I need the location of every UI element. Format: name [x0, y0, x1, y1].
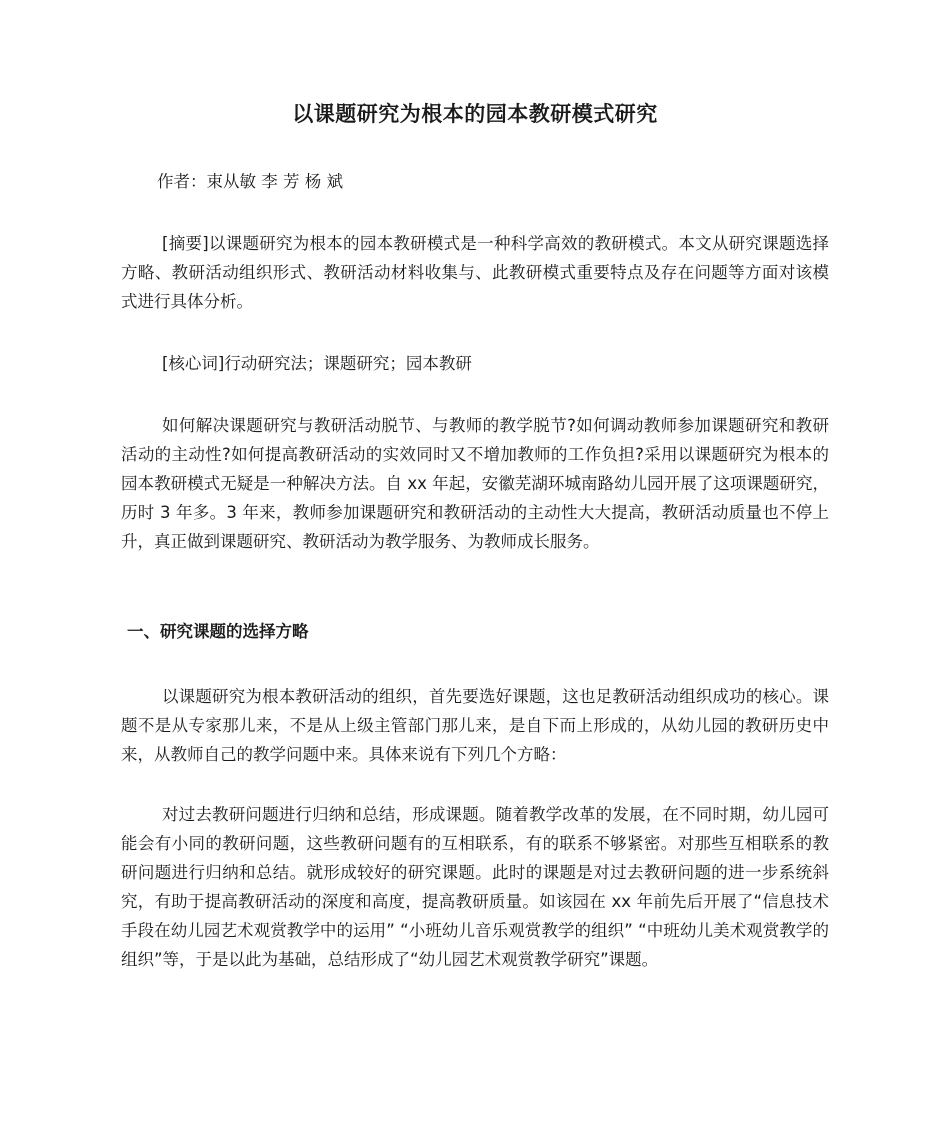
- section-paragraph: 对过去教研问题进行归纳和总结，形成课题。随着教学改革的发展，在不同时期，幼儿园可能会有小同的教研问题，这些教研问题有的互相联系，有的联系不够紧密。对那些互相联系的教研问题进行归纳和总结。就形成较好的研究课题。此时的课题是对过去教研问题的进一步系统斜究，有助于提高教研活动的深度和高度，提高教研质量。如该园在 xx 年前先后开展了“信息技术手段在幼儿园艺术观赏教学中的运用” “小班幼儿音乐观赏教学的组织” “中班幼儿美术观赏教学的组织”等，于是以此为基础，总结形成了“幼儿园艺术观赏教学研究”课题。: [121, 805, 829, 969]
- section-heading: 一、研究课题的选择方略: [127, 622, 309, 641]
- abstract-paragraph: [摘要]以课题研究为根本的园本教研模式是一种科学高效的教研模式。本文从研究课题选择方略、教研活动组织形式、教研活动材料收集与、此教研模式重要特点及存在问题等方面对该模式进行具体分析。: [121, 234, 829, 311]
- keywords-paragraph: [核心词]行动研究法；课题研究；园本教研: [162, 354, 472, 373]
- author-line: 作者：束从敏 李 芳 杨 斌: [157, 172, 343, 191]
- section-paragraph: 以课题研究为根本教研活动的组织，首先要选好课题，这也足教研活动组织成功的核心。课题不是从专家那儿来，不是从上级主管部门那儿来，是自下而上形成的，从幼儿园的教研历史中来，从教师自己的教学问题中来。具体来说有下列几个方略：: [121, 687, 829, 764]
- document-title: 以课题研究为根本的园本教研模式研究: [292, 102, 658, 126]
- intro-paragraph: 如何解决课题研究与教研活动脱节、与教师的教学脱节?如何调动教师参加课题研究和教研活动的主动性?如何提高教研活动的实效同时又不增加教师的工作负担?采用以课题研究为根本的园本教研模式无疑是一种解决方法。自 xx 年起，安徽芜湖环城南路幼儿园开展了这项课题研究，历时 3 年多。3 年来，教师参加课题研究和教研活动的主动性大大提高，教研活动质量也不停上升，真正做到课题研究、教研活动为教学服务、为教师成长服务。: [121, 416, 829, 551]
